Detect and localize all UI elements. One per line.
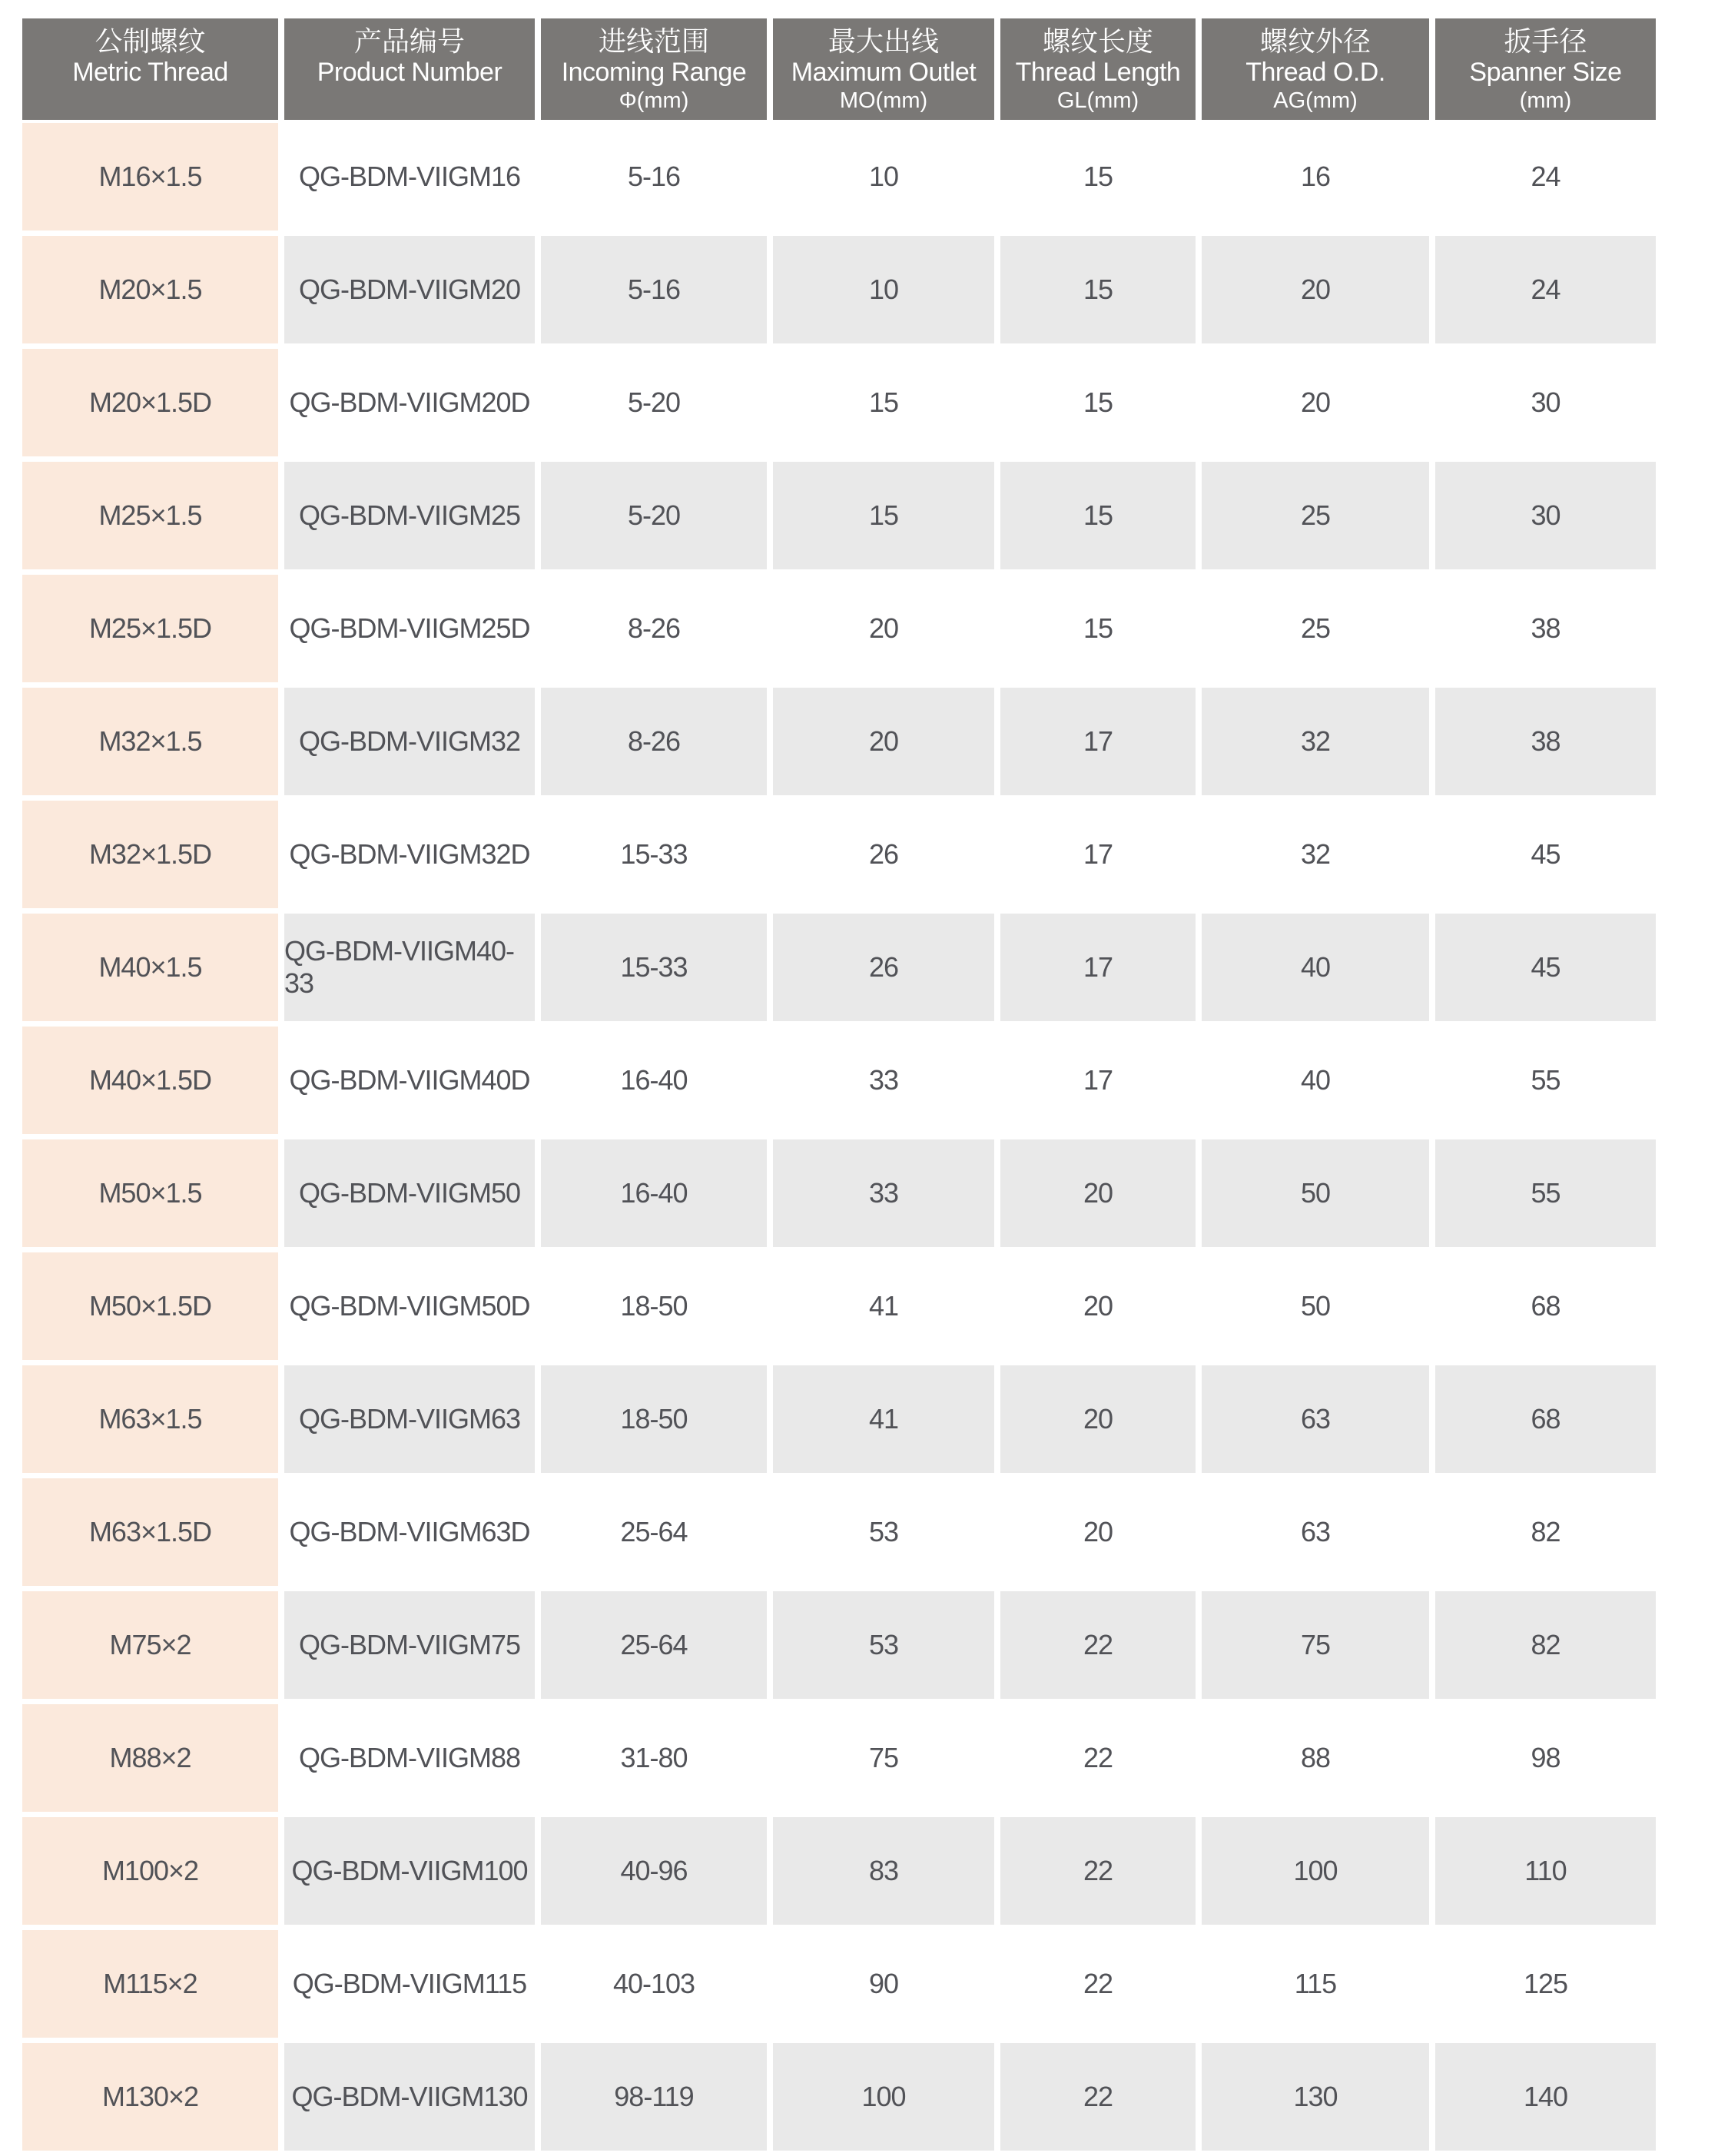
table-cell: 17 [1083,1064,1113,1096]
table-row [22,575,1656,682]
table-cell-metric-thread: M88×2 [22,1704,278,1812]
table-cell: 115 [1294,1968,1337,1999]
table-cell: QG-BDM-VIIGM32 [284,688,535,795]
table-cell: 75 [1202,1591,1429,1699]
table-cell-metric-thread: M40×1.5D [22,1027,278,1134]
table-cell-metric-thread: M16×1.5 [22,123,278,231]
table-row [22,236,1656,343]
col-header-maximum-outlet [773,18,994,120]
table-cell: 26 [773,914,994,1021]
col-header-zh-label: 螺纹长度 [1042,25,1153,57]
table-row [22,1365,1656,1473]
table-cell: 75 [868,1742,899,1773]
table-cell: QG-BDM-VIIGM115 [292,1968,527,1999]
table-cell: 20 [773,688,994,795]
table-cell: 125 [1523,1968,1568,1999]
col-header-en-label: Metric Thread [72,58,228,87]
table-cell: QG-BDM-VIIGM50 [284,1139,535,1247]
col-header-zh-label: 进线范围 [598,25,709,57]
col-header-zh-label: 产品编号 [353,25,465,57]
table-row [22,914,1656,1021]
table-cell: 82 [1435,1591,1656,1699]
table-cell: 38 [1435,688,1656,795]
col-header-en-label: Incoming Range [561,58,747,87]
table-cell-metric-thread: M75×2 [22,1591,278,1699]
table-cell: 25-64 [620,1516,688,1547]
col-header-en-label: Spanner Size [1469,58,1622,87]
table-row [22,1027,1656,1134]
table-cell: 5-20 [541,462,767,569]
table-cell: 25 [1300,612,1331,644]
table-row [22,1139,1656,1247]
table-cell: 30 [1531,386,1560,418]
table-cell: 16-40 [541,1139,767,1247]
table-row [22,2043,1656,2151]
table-cell: QG-BDM-VIIGM88 [298,1742,521,1773]
table-cell-metric-thread: M100×2 [22,1817,278,1925]
table-cell: QG-BDM-VIIGM25 [284,462,535,569]
table-cell: 20 [1083,1516,1113,1547]
table-cell: 16-40 [620,1064,688,1096]
col-header-unit-label: (mm) [1519,88,1572,113]
table-cell-metric-thread: M20×1.5 [22,236,278,343]
col-header-incoming-range [541,18,767,120]
table-cell: 68 [1531,1290,1560,1322]
table-cell: 33 [868,1064,899,1096]
table-cell-metric-thread: M25×1.5 [22,462,278,569]
table-body [22,123,1656,2151]
table-cell: 20 [1000,1365,1196,1473]
table-cell: 17 [1000,688,1196,795]
col-header-unit-label: MO(mm) [839,88,928,113]
col-header-unit-label: GL(mm) [1056,88,1139,113]
table-cell: 98 [1531,1742,1560,1773]
table-cell: 20 [1000,1139,1196,1247]
table-row [22,1591,1656,1699]
table-cell: 53 [868,1516,899,1547]
table-cell: QG-BDM-VIIGM20D [289,386,530,418]
table-cell: 5-16 [541,236,767,343]
table-cell: 15 [773,462,994,569]
table-cell: 26 [868,838,899,870]
table-cell: 20 [1202,236,1429,343]
table-cell: 40-96 [541,1817,767,1925]
table-cell: 38 [1531,612,1560,644]
table-cell: 15 [1083,161,1113,192]
table-cell: 22 [1000,1817,1196,1925]
table-cell-metric-thread: M63×1.5D [22,1478,278,1586]
table-row [22,123,1656,231]
table-cell: 24 [1435,236,1656,343]
col-header-en-label: Product Number [317,58,502,87]
table-cell: 18-50 [541,1365,767,1473]
table-row [22,688,1656,795]
table-cell: 83 [773,1817,994,1925]
table-row [22,1930,1656,2038]
table-cell: 32 [1300,838,1331,870]
table-cell: 22 [1083,1968,1113,1999]
col-header-en-label: Thread O.D. [1245,58,1385,87]
table-cell-metric-thread: M130×2 [22,2043,278,2151]
table-cell: 63 [1300,1516,1331,1547]
table-cell: 88 [1300,1742,1331,1773]
table-cell: 98-119 [541,2043,767,2151]
col-header-en-label: Thread Length [1015,58,1181,87]
table-cell: QG-BDM-VIIGM40D [289,1064,530,1096]
table-cell: 10 [773,236,994,343]
table-cell: 5-20 [627,386,681,418]
table-cell: 55 [1531,1064,1560,1096]
table-cell: QG-BDM-VIIGM20 [284,236,535,343]
table-cell: 100 [1202,1817,1429,1925]
table-cell-metric-thread: M20×1.5D [22,349,278,456]
table-cell: QG-BDM-VIIGM32D [289,838,530,870]
table-cell: 140 [1435,2043,1656,2151]
table-cell: 68 [1435,1365,1656,1473]
table-cell: QG-BDM-VIIGM75 [284,1591,535,1699]
table-cell: 25-64 [541,1591,767,1699]
table-cell: 100 [773,2043,994,2151]
table-cell: 41 [868,1290,899,1322]
table-cell: 22 [1000,1591,1196,1699]
table-cell: 15 [1000,462,1196,569]
table-cell: 22 [1083,1742,1113,1773]
table-cell: QG-BDM-VIIGM40-33 [284,914,535,1021]
table-cell: 22 [1000,2043,1196,2151]
col-header-en-label: Maximum Outlet [791,58,977,87]
table-cell: 15 [868,386,899,418]
table-row [22,1252,1656,1360]
table-cell: 20 [868,612,899,644]
spec-table [22,18,1656,2151]
table-row [22,349,1656,456]
table-cell-metric-thread: M32×1.5 [22,688,278,795]
table-cell-metric-thread: M50×1.5 [22,1139,278,1247]
table-cell: 45 [1531,838,1560,870]
table-cell: 15 [1083,612,1113,644]
table-cell: 50 [1202,1139,1429,1247]
table-cell: 45 [1435,914,1656,1021]
table-cell-metric-thread: M115×2 [22,1930,278,2038]
table-cell: 41 [773,1365,994,1473]
table-cell: 53 [773,1591,994,1699]
table-cell: 15-33 [541,914,767,1021]
table-cell-metric-thread: M32×1.5D [22,801,278,908]
table-row [22,1817,1656,1925]
table-header-row [22,18,1656,120]
table-cell: 25 [1202,462,1429,569]
table-cell: 15-33 [620,838,688,870]
table-cell: 8-26 [541,688,767,795]
table-cell-metric-thread: M40×1.5 [22,914,278,1021]
table-cell: 33 [773,1139,994,1247]
col-header-spanner-size [1435,18,1656,120]
table-cell-metric-thread: M25×1.5D [22,575,278,682]
col-header-thread-length [1000,18,1196,120]
col-header-zh-label: 扳手径 [1504,25,1587,57]
table-cell: 110 [1435,1817,1656,1925]
table-row [22,462,1656,569]
table-cell: 40 [1300,1064,1331,1096]
table-cell: 130 [1202,2043,1429,2151]
table-cell: 55 [1435,1139,1656,1247]
table-cell: 18-50 [620,1290,688,1322]
table-cell: 16 [1300,161,1331,192]
table-cell: 20 [1300,386,1331,418]
table-cell: 5-16 [627,161,681,192]
col-header-unit-label: Φ(mm) [619,88,689,113]
table-cell: 50 [1300,1290,1331,1322]
col-header-zh-label: 螺纹外径 [1259,25,1371,57]
table-cell: 24 [1531,161,1560,192]
col-header-thread-od [1202,18,1429,120]
table-cell: QG-BDM-VIIGM63D [289,1516,530,1547]
table-row [22,1478,1656,1586]
table-cell: 63 [1202,1365,1429,1473]
table-cell: 40 [1202,914,1429,1021]
table-row [22,801,1656,908]
table-row [22,1704,1656,1812]
table-cell: QG-BDM-VIIGM100 [284,1817,535,1925]
table-cell: 31-80 [620,1742,688,1773]
table-cell: 17 [1083,838,1113,870]
table-cell: 15 [1000,236,1196,343]
table-cell: 32 [1202,688,1429,795]
table-cell: 8-26 [627,612,681,644]
table-cell: 17 [1000,914,1196,1021]
table-cell: QG-BDM-VIIGM25D [289,612,530,644]
table-cell: 90 [868,1968,899,1999]
table-cell-metric-thread: M50×1.5D [22,1252,278,1360]
table-cell: 15 [1083,386,1113,418]
table-cell: QG-BDM-VIIGM50D [289,1290,530,1322]
table-cell-metric-thread: M63×1.5 [22,1365,278,1473]
col-header-zh-label: 公制螺纹 [95,25,206,57]
table-cell: 20 [1083,1290,1113,1322]
col-header-unit-label: AG(mm) [1273,88,1358,113]
table-cell: QG-BDM-VIIGM63 [284,1365,535,1473]
table-cell: 10 [868,161,899,192]
col-header-product-number [284,18,535,120]
table-cell: QG-BDM-VIIGM130 [284,2043,535,2151]
col-header-metric-thread [22,18,278,120]
table-cell: 82 [1531,1516,1560,1547]
table-cell: 30 [1435,462,1656,569]
col-header-zh-label: 最大出线 [827,25,939,57]
table-cell: QG-BDM-VIIGM16 [298,161,521,192]
table-cell: 40-103 [612,1968,695,1999]
